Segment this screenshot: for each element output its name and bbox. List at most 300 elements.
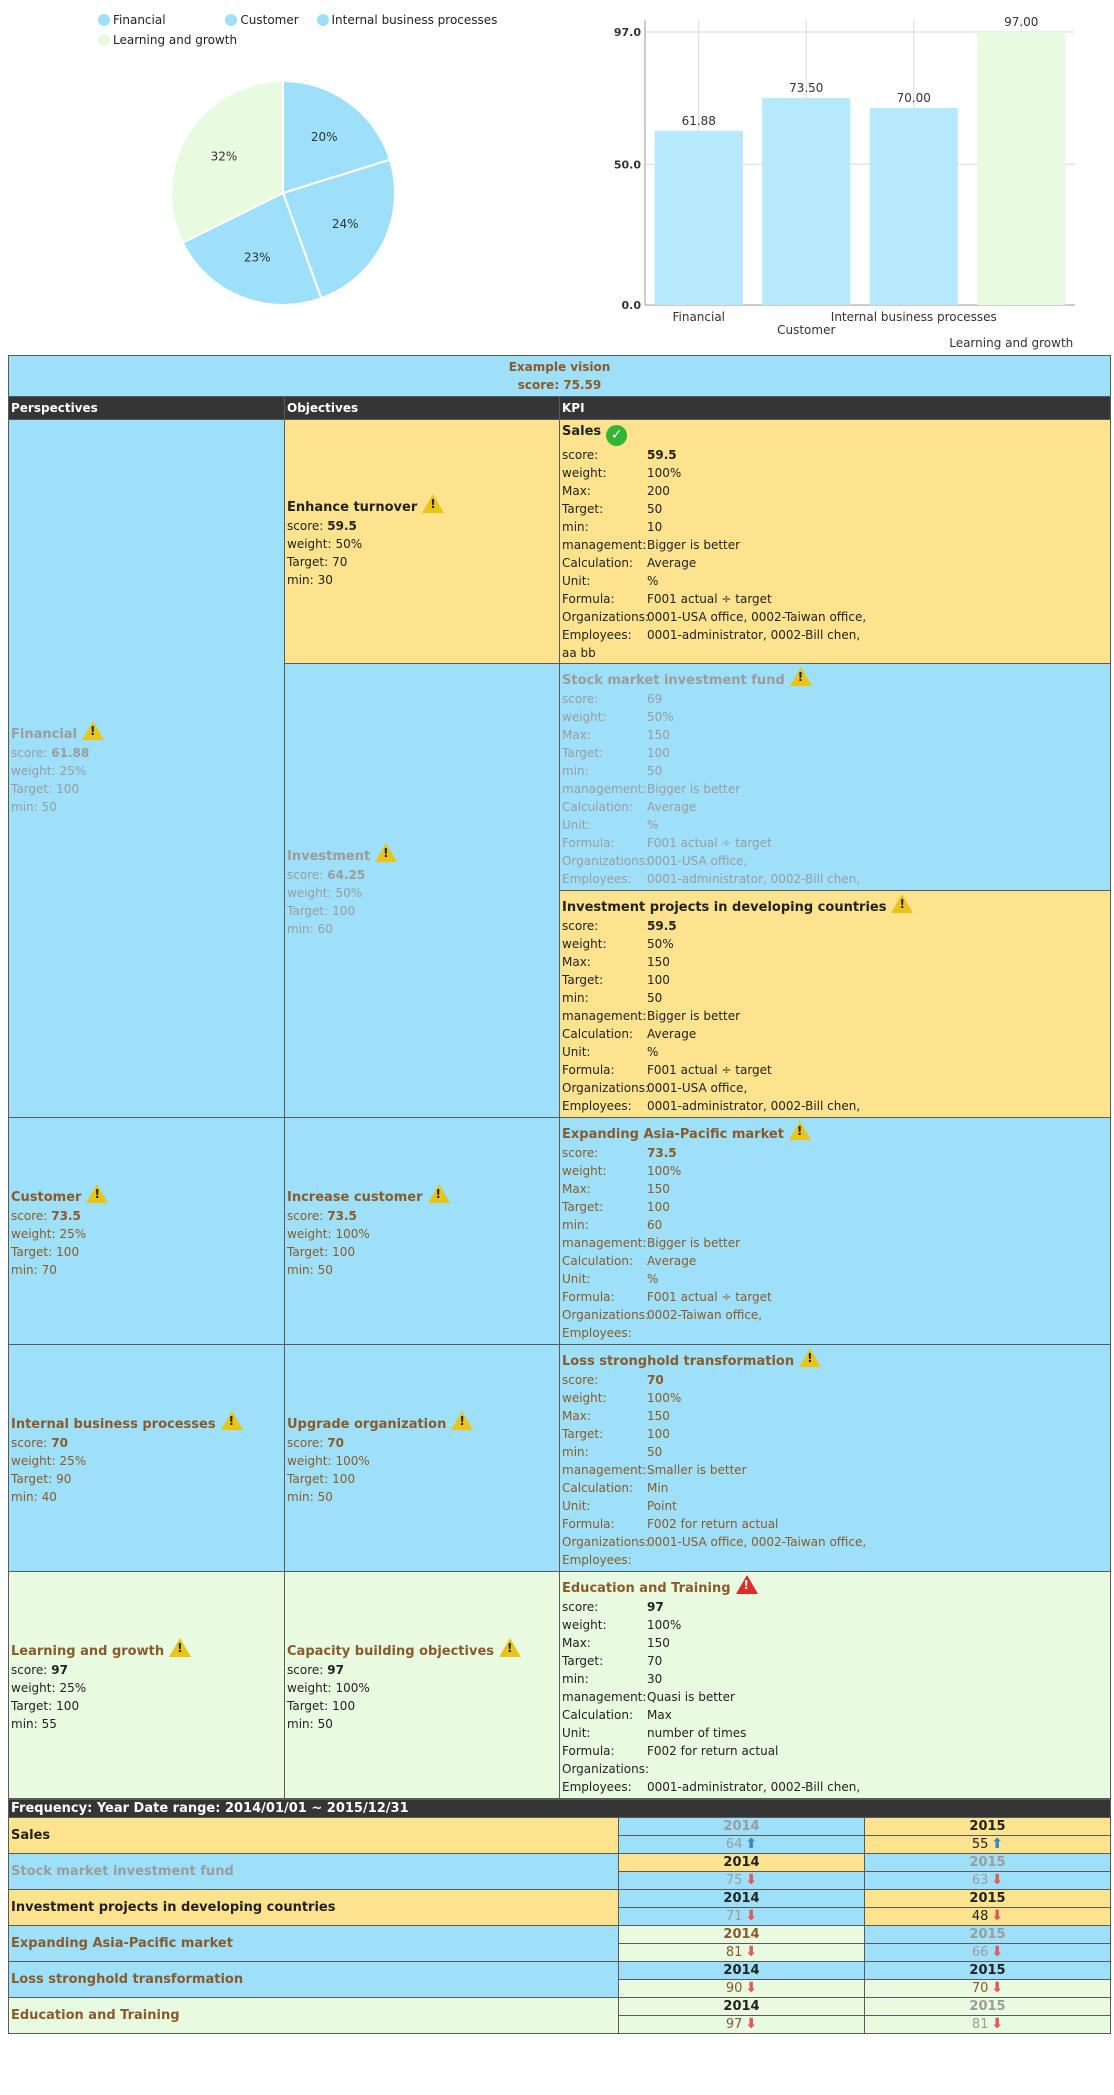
target-value: 100 (332, 904, 356, 918)
calculation-value: Average (647, 799, 697, 814)
target-label: Target: (562, 501, 604, 516)
kpi-education-and-training[interactable] (560, 1572, 1111, 1799)
max-label: Max: (562, 954, 591, 969)
kpi-loss-stronghold-transformation[interactable] (560, 1345, 1111, 1572)
objective-enhance-turnover[interactable] (285, 420, 560, 664)
perspective-internal-business-processes[interactable] (9, 1345, 285, 1572)
management-value: Smaller is better (647, 1462, 747, 1477)
scorecard-table (8, 355, 1111, 1799)
employees-value-extra: aa bb (562, 645, 596, 660)
organizations-label: Organizations: (562, 1080, 650, 1095)
warning-icon (428, 1184, 450, 1203)
arrow-up-icon: ⬆ (991, 1836, 1004, 1852)
weight-value: 50% (647, 936, 674, 951)
frequency-value-cell (619, 1908, 865, 1926)
y-tick-label: 97.0 (613, 26, 641, 39)
target-value: 100 (56, 1244, 80, 1259)
legend-label: Learning and growth (113, 33, 238, 47)
min-value: 60 (647, 1217, 663, 1232)
formula-value: F001 actual ÷ target (647, 1289, 772, 1304)
weight-label: weight: (562, 709, 607, 724)
frequency-value: 97 (725, 2017, 743, 2032)
score-value: 97 (327, 1662, 344, 1677)
frequency-value: 90 (725, 1981, 743, 1996)
target-label: Target: (562, 1426, 604, 1441)
frequency-value: 55 (971, 1837, 989, 1852)
x-tick-label: Learning and growth (949, 336, 1074, 350)
min-label: min: (11, 1489, 38, 1504)
min-label: min: (287, 922, 314, 936)
arrow-down-icon: ⬇ (745, 1872, 758, 1888)
min-value: 50 (41, 800, 57, 814)
max-label: Max: (562, 1635, 591, 1650)
management-value: Bigger is better (647, 1235, 741, 1250)
target-value: 100 (332, 1244, 356, 1259)
objective-name: Increase customer (287, 1189, 423, 1205)
calculation-label: Calculation: (562, 1707, 633, 1722)
organizations-label: Organizations: (562, 1307, 650, 1322)
formula-label: Formula: (562, 1062, 615, 1077)
organizations-value: 0002-Taiwan office, (647, 1307, 763, 1322)
min-value: 70 (41, 1262, 57, 1277)
frequency-kpi-name[interactable]: Stock market investment fund (9, 1854, 619, 1890)
unit-label: Unit: (562, 1725, 591, 1740)
unit-label: Unit: (562, 817, 591, 832)
weight-value: 25% (59, 1453, 87, 1468)
perspective-financial[interactable] (9, 420, 285, 1118)
warning-icon (169, 1638, 191, 1657)
kpi-name: Education and Training (562, 1580, 731, 1596)
calculation-value: Max (647, 1707, 672, 1722)
weight-label: weight: (287, 1226, 332, 1241)
weight-label: weight: (287, 1680, 332, 1695)
employees-label: Employees: (562, 1325, 632, 1340)
score-value: 59.5 (647, 447, 677, 462)
perspective-name: Internal business processes (11, 1416, 216, 1432)
min-value: 50 (647, 763, 663, 778)
frequency-value-cell (865, 1944, 1111, 1962)
organizations-value: 0001-USA office, (647, 1080, 748, 1095)
arrow-down-icon: ⬇ (745, 1944, 758, 1960)
target-value: 70 (332, 555, 348, 569)
min-value: 60 (317, 922, 333, 936)
organizations-label: Organizations: (562, 609, 650, 624)
arrow-down-icon: ⬇ (991, 1872, 1004, 1888)
formula-value: F001 actual ÷ target (647, 835, 772, 850)
score-value: 73.5 (647, 1145, 677, 1160)
max-value: 150 (647, 727, 670, 742)
min-label: min: (287, 1262, 314, 1277)
min-value: 50 (317, 1716, 333, 1731)
pie-slice-label: 20% (310, 130, 338, 145)
frequency-value-cell (619, 1836, 865, 1854)
target-label: Target: (11, 1698, 53, 1713)
score-label: score: (287, 1435, 324, 1450)
frequency-value-cell (865, 1980, 1111, 1998)
score-value: 64.25 (327, 868, 366, 882)
calculation-label: Calculation: (562, 555, 633, 570)
score-label: score: (287, 868, 324, 882)
warning-icon (422, 494, 444, 513)
frequency-row (9, 1962, 1111, 1980)
management-label: management: (562, 537, 647, 552)
target-label: Target: (287, 555, 329, 569)
vision-title: Example vision (508, 360, 611, 374)
formula-value: F001 actual ÷ target (647, 591, 772, 606)
frequency-header: Frequency: Year Date range: 2014/01/01 ~ 2015/12/31 (9, 1800, 1111, 1818)
perspective-customer[interactable] (9, 1118, 285, 1345)
weight-value: 100% (647, 1617, 682, 1632)
column-header-kpi: KPI (560, 397, 1111, 420)
unit-label: Unit: (562, 1271, 591, 1286)
frequency-year: 2014 (619, 1818, 865, 1836)
weight-value: 50% (647, 709, 674, 724)
max-value: 150 (647, 954, 670, 969)
frequency-kpi-name[interactable]: Education and Training (9, 1998, 619, 2034)
weight-value: 25% (59, 1226, 87, 1241)
warning-icon (499, 1638, 521, 1657)
weight-label: weight: (562, 1617, 607, 1632)
min-value: 50 (647, 990, 663, 1005)
unit-label: Unit: (562, 1498, 591, 1513)
perspective-name: Learning and growth (11, 1643, 165, 1659)
objective-upgrade-organization[interactable] (285, 1345, 560, 1572)
min-label: min: (11, 1716, 38, 1731)
organizations-label: Organizations: (562, 1534, 650, 1549)
min-label: min: (562, 1671, 589, 1686)
target-label: Target: (287, 1244, 329, 1259)
min-value: 50 (317, 1489, 333, 1504)
target-label: Target: (11, 782, 53, 796)
frequency-value-cell (619, 1872, 865, 1890)
management-label: management: (562, 1462, 647, 1477)
target-label: Target: (287, 1698, 329, 1713)
score-label: score: (11, 1435, 48, 1450)
management-label: management: (562, 1689, 647, 1704)
frequency-year: 2015 (865, 1854, 1111, 1872)
y-tick-label: 50.0 (613, 158, 641, 172)
warning-icon (86, 1184, 108, 1203)
alert-icon (736, 1575, 758, 1594)
column-header-perspectives: Perspectives (9, 397, 285, 420)
arrow-down-icon: ⬇ (991, 2016, 1004, 2032)
weight-label: weight: (562, 1390, 607, 1405)
weight-label: weight: (11, 1453, 56, 1468)
pie-slice-label: 24% (331, 216, 359, 231)
formula-label: Formula: (562, 591, 615, 606)
target-label: Target: (562, 1653, 604, 1668)
charts-area (0, 0, 1114, 350)
frequency-kpi-name[interactable]: Sales (9, 1818, 619, 1854)
max-label: Max: (562, 1408, 591, 1423)
weight-label: weight: (11, 1226, 56, 1241)
kpi-expanding-asia-pacific-market[interactable] (560, 1118, 1111, 1345)
weight-label: weight: (287, 886, 332, 900)
arrow-down-icon: ⬇ (745, 2016, 758, 2032)
frequency-year: 2014 (619, 1890, 865, 1908)
warning-icon (790, 667, 812, 686)
objective-increase-customer[interactable] (285, 1118, 560, 1345)
max-value: 150 (647, 1181, 670, 1196)
arrow-down-icon: ⬇ (745, 1980, 758, 1996)
target-label: Target: (562, 1199, 604, 1214)
target-label: Target: (287, 1471, 329, 1486)
kpi-stock-market-investment-fund[interactable] (560, 664, 1111, 891)
management-value: Quasi is better (647, 1689, 735, 1704)
pie-slice-label: 32% (210, 149, 238, 164)
warning-icon (891, 894, 913, 913)
formula-value: F002 for return actual (647, 1743, 779, 1758)
frequency-value: 75 (725, 1873, 743, 1888)
vision-header (9, 356, 1111, 397)
calculation-label: Calculation: (562, 1026, 633, 1041)
frequency-year: 2015 (865, 1818, 1111, 1836)
target-value: 70 (647, 1653, 663, 1668)
unit-label: Unit: (562, 1044, 591, 1059)
frequency-row (9, 1998, 1111, 2016)
frequency-value: 71 (725, 1909, 743, 1924)
score-label: score: (11, 1208, 48, 1223)
frequency-year: 2014 (619, 1926, 865, 1944)
frequency-year: 2015 (865, 1890, 1111, 1908)
score-label: score: (287, 519, 324, 533)
frequency-value-cell (619, 2016, 865, 2034)
score-label: score: (287, 1662, 324, 1677)
min-label: min: (562, 1444, 589, 1459)
min-value: 50 (647, 1444, 663, 1459)
employees-value: 0001-administrator, 0002-Bill chen, (647, 871, 861, 886)
max-label: Max: (562, 483, 591, 498)
frequency-value: 48 (971, 1909, 989, 1924)
warning-icon (799, 1348, 821, 1367)
arrow-down-icon: ⬇ (991, 1980, 1004, 1996)
perspective-learning-and-growth[interactable] (9, 1572, 285, 1799)
score-value: 70 (51, 1435, 68, 1450)
objective-capacity-building[interactable] (285, 1572, 560, 1799)
management-value: Bigger is better (647, 1008, 741, 1023)
calculation-label: Calculation: (562, 1253, 633, 1268)
min-label: min: (287, 1716, 314, 1731)
score-value: 97 (647, 1599, 664, 1614)
kpi-name: Stock market investment fund (562, 672, 785, 688)
objective-name: Upgrade organization (287, 1416, 447, 1432)
frequency-value: 81 (971, 2017, 989, 2032)
management-value: Bigger is better (647, 537, 741, 552)
max-label: Max: (562, 727, 591, 742)
employees-label: Employees: (562, 1552, 632, 1567)
pie-slice-label: 23% (243, 250, 271, 265)
score-label: score: (287, 1208, 324, 1223)
arrow-down-icon: ⬇ (745, 1908, 758, 1924)
unit-value: % (647, 817, 659, 832)
formula-label: Formula: (562, 1289, 615, 1304)
y-tick-label: 0.0 (621, 299, 641, 312)
frequency-value-cell (865, 1908, 1111, 1926)
frequency-year: 2014 (619, 1854, 865, 1872)
min-label: min: (562, 1217, 589, 1232)
frequency-table (8, 1799, 1111, 2034)
weight-label: weight: (562, 465, 607, 480)
frequency-row (9, 1818, 1111, 1836)
score-value: 61.88 (51, 746, 90, 760)
score-label: score: (11, 746, 48, 760)
organizations-label: Organizations: (562, 853, 650, 868)
kpi-sales[interactable] (560, 420, 1111, 664)
weight-value: 100% (335, 1453, 370, 1468)
frequency-kpi-name[interactable]: Expanding Asia-Pacific market (9, 1926, 619, 1962)
weight-label: weight: (11, 1680, 56, 1695)
bar[interactable] (870, 108, 958, 305)
organizations-value: 0001-USA office, (647, 853, 748, 868)
min-value: 10 (647, 519, 663, 534)
bar[interactable] (655, 131, 743, 305)
vision-score: score: 75.59 (517, 378, 602, 392)
arrow-up-icon: ⬆ (745, 1836, 758, 1852)
calculation-value: Average (647, 1026, 697, 1041)
legend-label: Financial (113, 13, 166, 27)
weight-value: 100% (647, 1163, 682, 1178)
min-value: 50 (317, 1262, 333, 1277)
score-value: 73.5 (327, 1208, 357, 1223)
bar[interactable] (762, 98, 850, 305)
weight-value: 25% (59, 1680, 87, 1695)
kpi-investment-projects[interactable] (560, 891, 1111, 1118)
organizations-value: 0001-USA office, 0002-Taiwan office, (647, 1534, 867, 1549)
score-label: score: (562, 691, 599, 706)
weight-label: weight: (11, 764, 56, 778)
score-label: score: (562, 1372, 599, 1387)
unit-label: Unit: (562, 573, 591, 588)
target-value: 100 (332, 1471, 356, 1486)
warning-icon (221, 1411, 243, 1430)
arrow-down-icon: ⬇ (991, 1944, 1004, 1960)
x-tick-label: Customer (777, 323, 836, 337)
score-value: 69 (647, 691, 663, 706)
formula-label: Formula: (562, 1743, 615, 1758)
frequency-kpi-name[interactable]: Investment projects in developing countries (9, 1890, 619, 1926)
objective-name: Enhance turnover (287, 500, 418, 515)
frequency-year: 2015 (865, 1926, 1111, 1944)
max-label: Max: (562, 1181, 591, 1196)
employees-label: Employees: (562, 1779, 632, 1794)
frequency-value: 64 (725, 1837, 743, 1852)
frequency-value: 63 (971, 1873, 989, 1888)
unit-value: % (647, 1271, 659, 1286)
employees-label: Employees: (562, 871, 632, 886)
x-tick-label: Internal business processes (830, 310, 997, 324)
weight-value: 50% (335, 886, 363, 900)
min-label: min: (562, 990, 589, 1005)
warning-icon (375, 843, 397, 862)
target-label: Target: (11, 1244, 53, 1259)
objective-name: Capacity building objectives (287, 1643, 495, 1659)
min-label: min: (562, 519, 589, 534)
employees-value: 0001-administrator, 0002-Bill chen, (647, 1779, 861, 1794)
legend-label: Customer (240, 13, 299, 27)
frequency-year: 2015 (865, 1962, 1111, 1980)
bar-value-label: 97.00 (1004, 15, 1039, 29)
frequency-value-cell (865, 1872, 1111, 1890)
target-value: 90 (56, 1471, 72, 1486)
objective-investment[interactable] (285, 664, 560, 1118)
min-value: 55 (41, 1716, 57, 1731)
warning-icon (82, 721, 104, 740)
management-label: management: (562, 1235, 647, 1250)
employees-value: 0001-administrator, 0002-Bill chen, (647, 1098, 861, 1113)
check-icon: ✓ (606, 425, 627, 446)
bar-value-label: 73.50 (789, 81, 824, 96)
target-label: Target: (287, 904, 329, 918)
frequency-value-cell (619, 1944, 865, 1962)
target-value: 100 (56, 1698, 80, 1713)
bar-chart (580, 0, 1100, 350)
target-value: 100 (647, 972, 670, 987)
frequency-value-cell (865, 1836, 1111, 1854)
score-label: score: (562, 447, 599, 462)
kpi-name: Expanding Asia-Pacific market (562, 1126, 784, 1142)
employees-value: 0001-administrator, 0002-Bill chen, (647, 627, 861, 642)
min-label: min: (287, 1489, 314, 1504)
kpi-name: Sales (562, 423, 602, 439)
target-value: 100 (56, 782, 80, 796)
organizations-label: Organizations: (562, 1761, 650, 1776)
max-value: 200 (647, 483, 670, 498)
unit-value: Point (647, 1498, 677, 1513)
weight-label: weight: (287, 1453, 332, 1468)
employees-label: Employees: (562, 1098, 632, 1113)
pie-chart (0, 0, 560, 350)
weight-value: 100% (647, 465, 682, 480)
target-value: 50 (647, 501, 663, 516)
formula-label: Formula: (562, 835, 615, 850)
objective-name: Investment (287, 849, 371, 864)
warning-icon (451, 1411, 473, 1430)
min-label: min: (562, 763, 589, 778)
min-value: 40 (41, 1489, 57, 1504)
frequency-value: 66 (971, 1945, 989, 1960)
frequency-value: 70 (971, 1981, 989, 1996)
max-value: 150 (647, 1635, 670, 1650)
score-label: score: (562, 918, 599, 933)
kpi-name: Loss stronghold transformation (562, 1353, 795, 1369)
scorecard (8, 355, 1110, 2034)
weight-label: weight: (562, 1163, 607, 1178)
calculation-value: Min (647, 1480, 669, 1495)
frequency-year: 2015 (865, 1998, 1111, 2016)
formula-value: F001 actual ÷ target (647, 1062, 772, 1077)
target-label: Target: (562, 972, 604, 987)
bar[interactable] (977, 32, 1065, 305)
warning-icon (789, 1121, 811, 1140)
score-value: 59.5 (647, 918, 677, 933)
frequency-row (9, 1926, 1111, 1944)
score-value: 70 (327, 1435, 344, 1450)
arrow-down-icon: ⬇ (991, 1908, 1004, 1924)
target-value: 100 (332, 1698, 356, 1713)
weight-value: 100% (647, 1390, 682, 1405)
max-value: 150 (647, 1408, 670, 1423)
frequency-value-cell (865, 2016, 1111, 2034)
management-label: management: (562, 1008, 647, 1023)
frequency-kpi-name[interactable]: Loss stronghold transformation (9, 1962, 619, 1998)
weight-value: 100% (335, 1226, 370, 1241)
calculation-label: Calculation: (562, 1480, 633, 1495)
organizations-value: 0001-USA office, 0002-Taiwan office, (647, 609, 867, 624)
bar-value-label: 70.00 (896, 90, 931, 105)
column-header-objectives: Objectives (285, 397, 560, 420)
score-value: 97 (51, 1662, 68, 1677)
calculation-label: Calculation: (562, 799, 633, 814)
